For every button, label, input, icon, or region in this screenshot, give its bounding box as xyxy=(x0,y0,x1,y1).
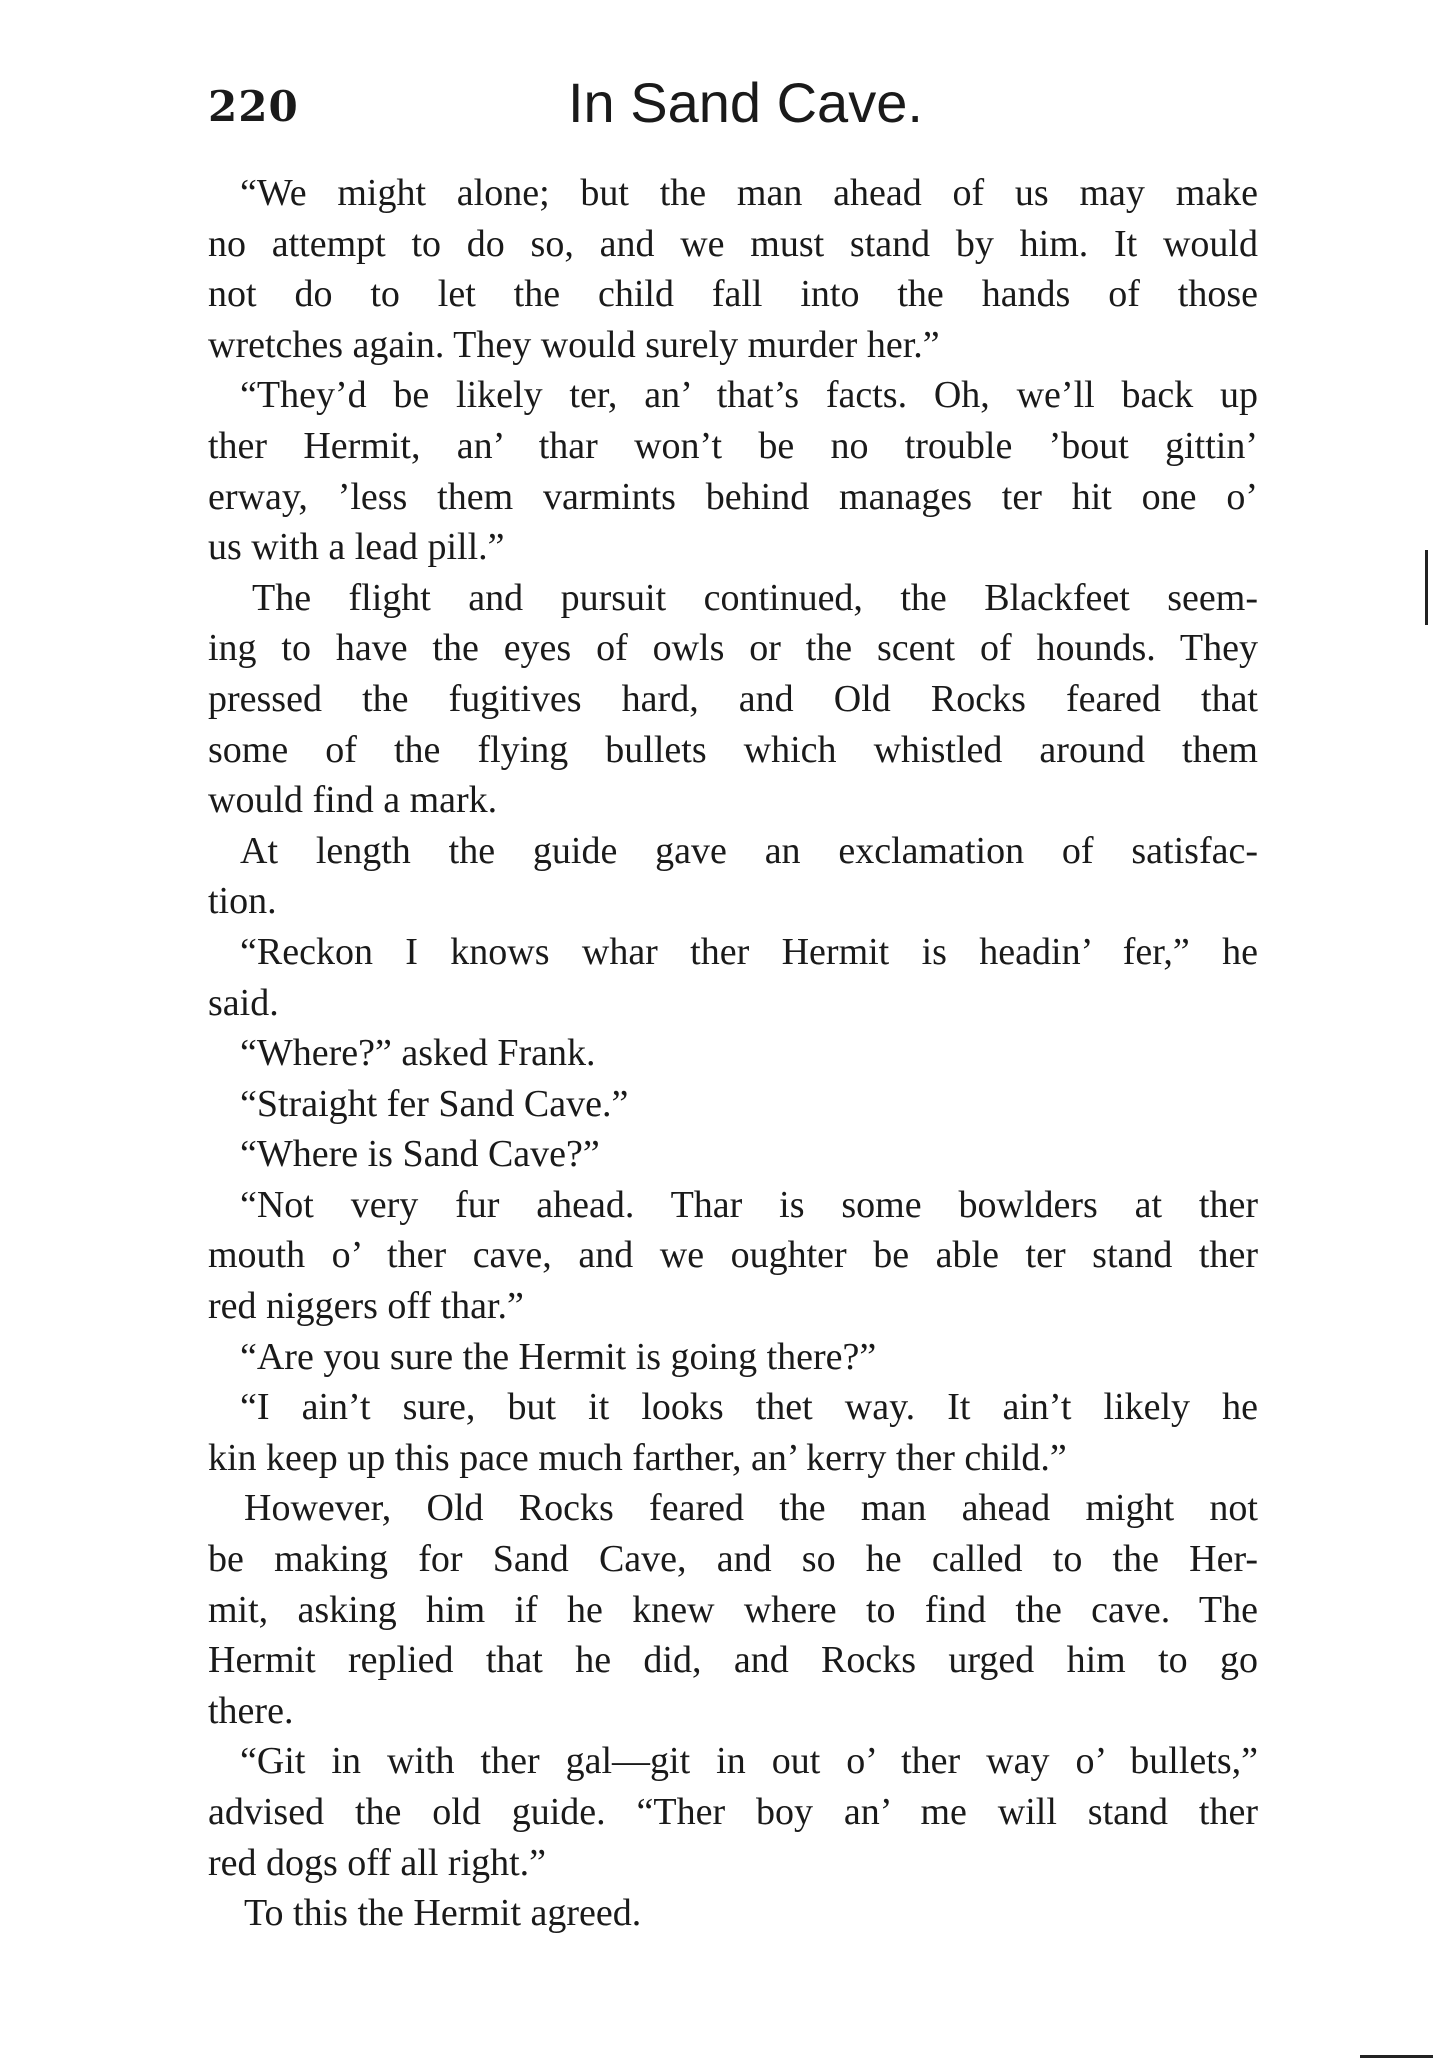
running-title: In Sand Cave. xyxy=(568,71,923,134)
paragraph xyxy=(208,826,1258,927)
text-line: pressed the fugitives hard, and Old Rocks feared that xyxy=(208,677,1258,720)
paragraph xyxy=(208,1180,1258,1332)
paragraph xyxy=(208,927,1258,1028)
text-line: “Where?” asked Frank. xyxy=(240,1032,596,1075)
text-line: However, Old Rocks feared the man ahead might not xyxy=(244,1487,1258,1530)
text-line: some of the flying bullets which whistled around them xyxy=(208,728,1258,771)
running-head xyxy=(208,70,1253,150)
text-line: kin keep up this pace much farther, an’ kerry ther child.” xyxy=(208,1436,1067,1479)
page-number: 220 xyxy=(208,82,299,131)
text-line: “Not very fur ahead. Thar is some bowlders at ther xyxy=(240,1183,1258,1226)
text-line: us with a lead pill.” xyxy=(208,526,505,569)
text-line: wretches again. They would surely murder her.” xyxy=(208,323,940,366)
paragraph xyxy=(208,1382,1258,1483)
text-line: mouth o’ ther cave, and we oughter be able ter stand ther xyxy=(208,1234,1258,1277)
text-line: At length the guide gave an exclamation of satisfac- xyxy=(240,829,1258,872)
text-line: there. xyxy=(208,1689,294,1732)
text-line: “Where is Sand Cave?” xyxy=(240,1133,600,1176)
paragraph xyxy=(208,1483,1258,1736)
text-line: said. xyxy=(208,981,279,1024)
text-line: “Straight fer Sand Cave.” xyxy=(240,1082,629,1125)
text-line: “Reckon I knows whar ther Hermit is headin’ fer,” he xyxy=(240,930,1258,973)
paragraph xyxy=(208,1736,1258,1888)
paragraph xyxy=(208,573,1258,826)
paragraph xyxy=(208,1888,1258,1939)
text-line: “We might alone; but the man ahead of us may make xyxy=(240,172,1258,214)
paragraph xyxy=(208,1079,1258,1130)
margin-corner-mark xyxy=(1360,2055,1433,2058)
text-line: “Are you sure the Hermit is going there?” xyxy=(240,1335,877,1378)
body-text xyxy=(208,168,1258,1939)
text-line: ing to have the eyes of owls or the scent of hounds. They xyxy=(208,627,1258,670)
text-line: “Git in with ther gal—git in out o’ ther way o’ bullets,” xyxy=(240,1740,1258,1783)
text-line: be making for Sand Cave, and so he called to the Her- xyxy=(208,1538,1258,1581)
text-line: mit, asking him if he knew where to find the cave. The xyxy=(208,1588,1258,1631)
text-line: To this the Hermit agreed. xyxy=(244,1892,642,1935)
paragraph xyxy=(208,1129,1258,1180)
text-line: no attempt to do so, and we must stand by him. It would xyxy=(208,222,1258,265)
text-line: advised the old guide. “Ther boy an’ me will stand ther xyxy=(208,1791,1258,1833)
margin-rule-mark xyxy=(1425,550,1428,625)
paragraph xyxy=(208,370,1258,572)
text-line: The flight and pursuit continued, the Blackfeet seem- xyxy=(252,576,1258,619)
paragraph xyxy=(208,1028,1258,1079)
text-line: tion. xyxy=(208,880,277,923)
text-line: not do to let the child fall into the hands of those xyxy=(208,273,1258,316)
text-line: red niggers off thar.” xyxy=(208,1285,524,1328)
text-line: “They’d be likely ter, an’ that’s facts. Oh, we’ll back up xyxy=(240,374,1258,417)
text-line: ther Hermit, an’ thar won’t be no trouble ’bout gittin’ xyxy=(208,424,1258,467)
text-line: would find a mark. xyxy=(208,779,498,822)
paragraph xyxy=(208,168,1258,370)
text-line: red dogs off all right.” xyxy=(208,1841,547,1884)
text-line: erway, ’less them varmints behind manages ter hit one o’ xyxy=(208,475,1258,518)
paragraph xyxy=(208,1332,1258,1383)
text-line: “I ain’t sure, but it looks thet way. It ain’t likely he xyxy=(240,1386,1258,1429)
text-line: Hermit replied that he did, and Rocks urged him to go xyxy=(208,1639,1258,1682)
